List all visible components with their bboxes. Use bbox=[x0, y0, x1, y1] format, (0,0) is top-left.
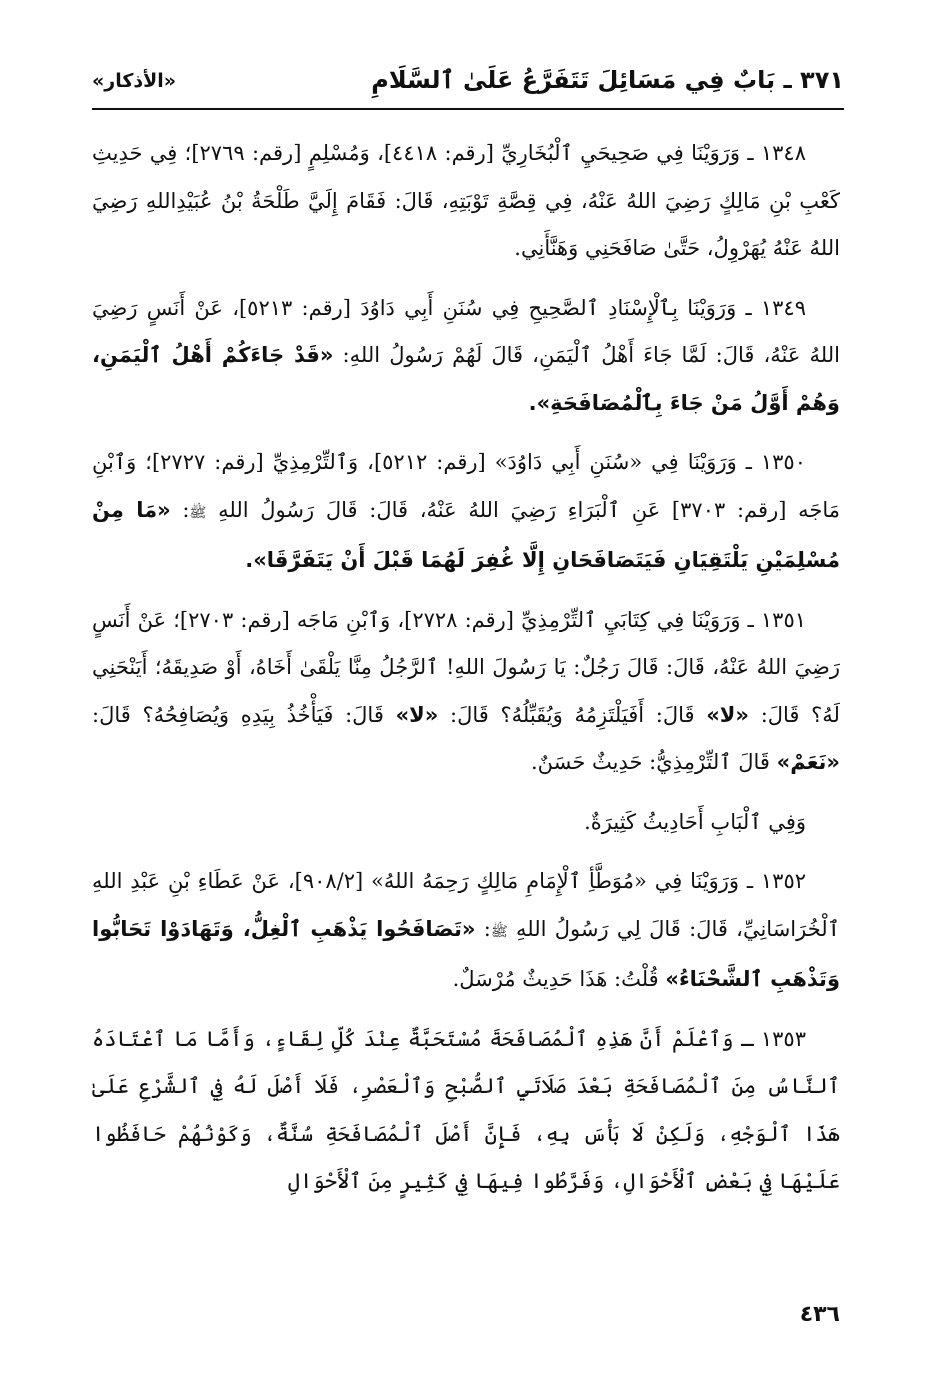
paragraph-text: ١٣٥٢ ـ وَرَوَيْنَا فِي «مُوَطَّأِ ٱلْإِمَامِ مَالِكٍ رَحِمَهُ اللهُ» [٩٠٨/٢]، عَنْ عَطَاءِ بْنِ عَبْدِ اللهِ ٱلْخُرَاسَانِيِّ، قَالَ: قَالَ لِي رَسُولُ اللهِ bbox=[92, 869, 840, 941]
chapter-title: ٣٧١ ـ بَابٌ فِي مَسَائِلَ تَتَفَرَّعُ عَلَىٰ ٱلسَّلَامِ bbox=[371, 66, 844, 94]
paragraph-text: قَالَ: أَفَيَلْتَزِمُهُ وَيُقَبِّلُهُ؟ قَالَ: bbox=[450, 702, 695, 727]
paragraph-text: وَفِي ٱلْبَابِ أَحَادِيثُ كَثِيرَةٌ. bbox=[584, 809, 806, 834]
paragraph-text: قَالَ: فَيَأْخُذُ بِيَدِهِ وَيُصَافِحُهُ؟ قَالَ: bbox=[92, 702, 384, 727]
hadith-quote: «قَدْ جَاءَكُمْ أَهْلُ ٱلْيَمَنِ، وَهُمْ أَوَّلُ مَنْ جَاءَ بِٱلْمُصَافَحَةِ». bbox=[92, 343, 840, 415]
running-header bbox=[92, 58, 844, 106]
page-number: ٤٣٦ bbox=[799, 1302, 840, 1327]
paragraph-1348 bbox=[92, 130, 840, 273]
hadith-quote: «تَصَافَحُوا يَذْهَبِ ٱلْغِلُّ، وَتَهَادَوْا تَحَابُّوا وَتَذْهَبِ ٱلشَّحْنَاءُ» bbox=[92, 916, 840, 991]
hadith-quote: «لا» bbox=[706, 702, 749, 727]
paragraph-text: ١٣٥٠ ـ وَرَوَيْنَا فِي «سُنَنِ أَبِي دَاوُدَ» [رقم: ٥٢١٢]، وَٱلتِّرْمِذِيِّ [رقم: ٢٧٢٧]؛ وَٱبْنِ مَاجَه [رقم: ٣٧٠٣] عَنِ ٱلْبَرَاءِ رَضِيَ اللهُ عَنْهُ، قَالَ: قَالَ رَسُولُ اللهِ bbox=[92, 450, 840, 522]
paragraph-text: ١٣٤٨ ـ وَرَوَيْنَا فِي صَحِيحَيِ ٱلْبُخَارِيِّ [رقم: ٤٤١٨]، وَمُسْلِمٍ [رقم: ٢٧٦٩]؛ فِي حَدِيثِ كَعْبِ بْنِ مَالِكٍ رَضِيَ اللهُ عَنْهُ، فِي قِصَّةِ تَوْبَتِهِ، قَالَ: فَقَامَ إِلَيَّ طَلْحَةُ بْنُ عُبَيْدِاللهِ رَضِيَ اللهُ عَنْهُ يُهَرْوِلُ، حَتَّىٰ صَافَحَنِي وَهَنَّأَنِي. bbox=[92, 141, 840, 260]
header-divider bbox=[92, 108, 844, 110]
hadith-quote: «نَعَمْ» bbox=[776, 750, 840, 774]
hadith-quote: «مَا مِنْ مُسْلِمَيْنِ يَلْتَقِيَانِ فَيَتَصَافَحَانِ إِلَّا غُفِرَ لَهُمَا قَبْلَ أَنْ يَتَفَرَّقَا». bbox=[92, 497, 840, 572]
paragraph-text: : bbox=[182, 497, 190, 522]
paragraph-1351 bbox=[92, 597, 840, 787]
paragraph-1350 bbox=[92, 439, 840, 585]
paragraph-text: قَالَ ٱلتِّرْمِذِيُّ: حَدِيثٌ حَسَنٌ. bbox=[530, 750, 770, 774]
paragraph-text: ١٣٥٣ ـ وَٱعْلَمْ أَنَّ هَذِهِ ٱلْمُصَافَحَةَ مُسْتَحَبَّةٌ عِنْدَ كُلِّ لِقَاءٍ، وَأَمَّا مَا ٱعْتَادَهُ ٱلنَّاسُ مِنَ ٱلْمُصَافَحَةِ بَعْدَ صَلَاتَيِ ٱلصُّبْحِ وَٱلْعَصْرِ، فَلَا أَصْلَ لَهُ فِي ٱلشَّرْعِ عَلَىٰ هَذَا ٱلْوَجْهِ، وَلَكِنْ لَا بَأْسَ بِهِ، فَإِنَّ أَصْلَ ٱلْمُصَافَحَةِ سُنَّةٌ، وَكَوْنُهُمْ حَافَظُوا عَلَيْهَا فِي بَعْضِ ٱلْأَحْوَالِ، وَفَرَّطُوا فِيهَا فِي كَثِيرٍ مِنَ ٱلْأَحْوَالِ bbox=[92, 1026, 840, 1193]
paragraph-1349 bbox=[92, 285, 840, 428]
paragraph-text: : bbox=[483, 916, 491, 941]
paragraph-note bbox=[92, 799, 840, 847]
paragraph-1352 bbox=[92, 858, 840, 1004]
salutation-symbol: ﷺ bbox=[189, 504, 207, 521]
paragraph-text: قُلْتُ: هَذَا حَدِيثٌ مُرْسَلٌ. bbox=[452, 967, 659, 991]
paragraph-1353 bbox=[92, 1016, 840, 1206]
book-title: «الأذكار» bbox=[92, 70, 177, 92]
hadith-quote: «لا» bbox=[395, 702, 439, 727]
main-text bbox=[92, 130, 840, 1218]
salutation-symbol: ﷺ bbox=[490, 923, 508, 940]
paragraph-text: ١٣٤٩ ـ وَرَوَيْنَا بِٱلْإِسْنَادِ ٱلصَّحِيحِ فِي سُنَنِ أَبِي دَاوُدَ [رقم: ٥٢١٣]، عَنْ أَنَسٍ رَضِيَ اللهُ عَنْهُ، قَالَ: لَمَّا جَاءَ أَهْلُ ٱلْيَمَنِ، قَالَ لَهُمْ رَسُولُ اللهِ: bbox=[92, 295, 840, 367]
paragraph-text: ١٣٥١ ـ وَرَوَيْنَا فِي كِتَابَيِ ٱلتِّرْمِذِيِّ [رقم: ٢٧٢٨]، وَٱبْنِ مَاجَه [رقم: ٢٧٠٣]؛ عَنْ أَنَسٍ رَضِيَ اللهُ عَنْهُ، قَالَ: قَالَ رَجُلٌ: يَا رَسُولَ اللهِ! ٱلرَّجُلُ مِنَّا يَلْقَىٰ أَخَاهُ، أَوْ صَدِيقَهُ؛ أَيَنْحَنِي لَهُ؟ قَالَ: bbox=[92, 607, 840, 727]
